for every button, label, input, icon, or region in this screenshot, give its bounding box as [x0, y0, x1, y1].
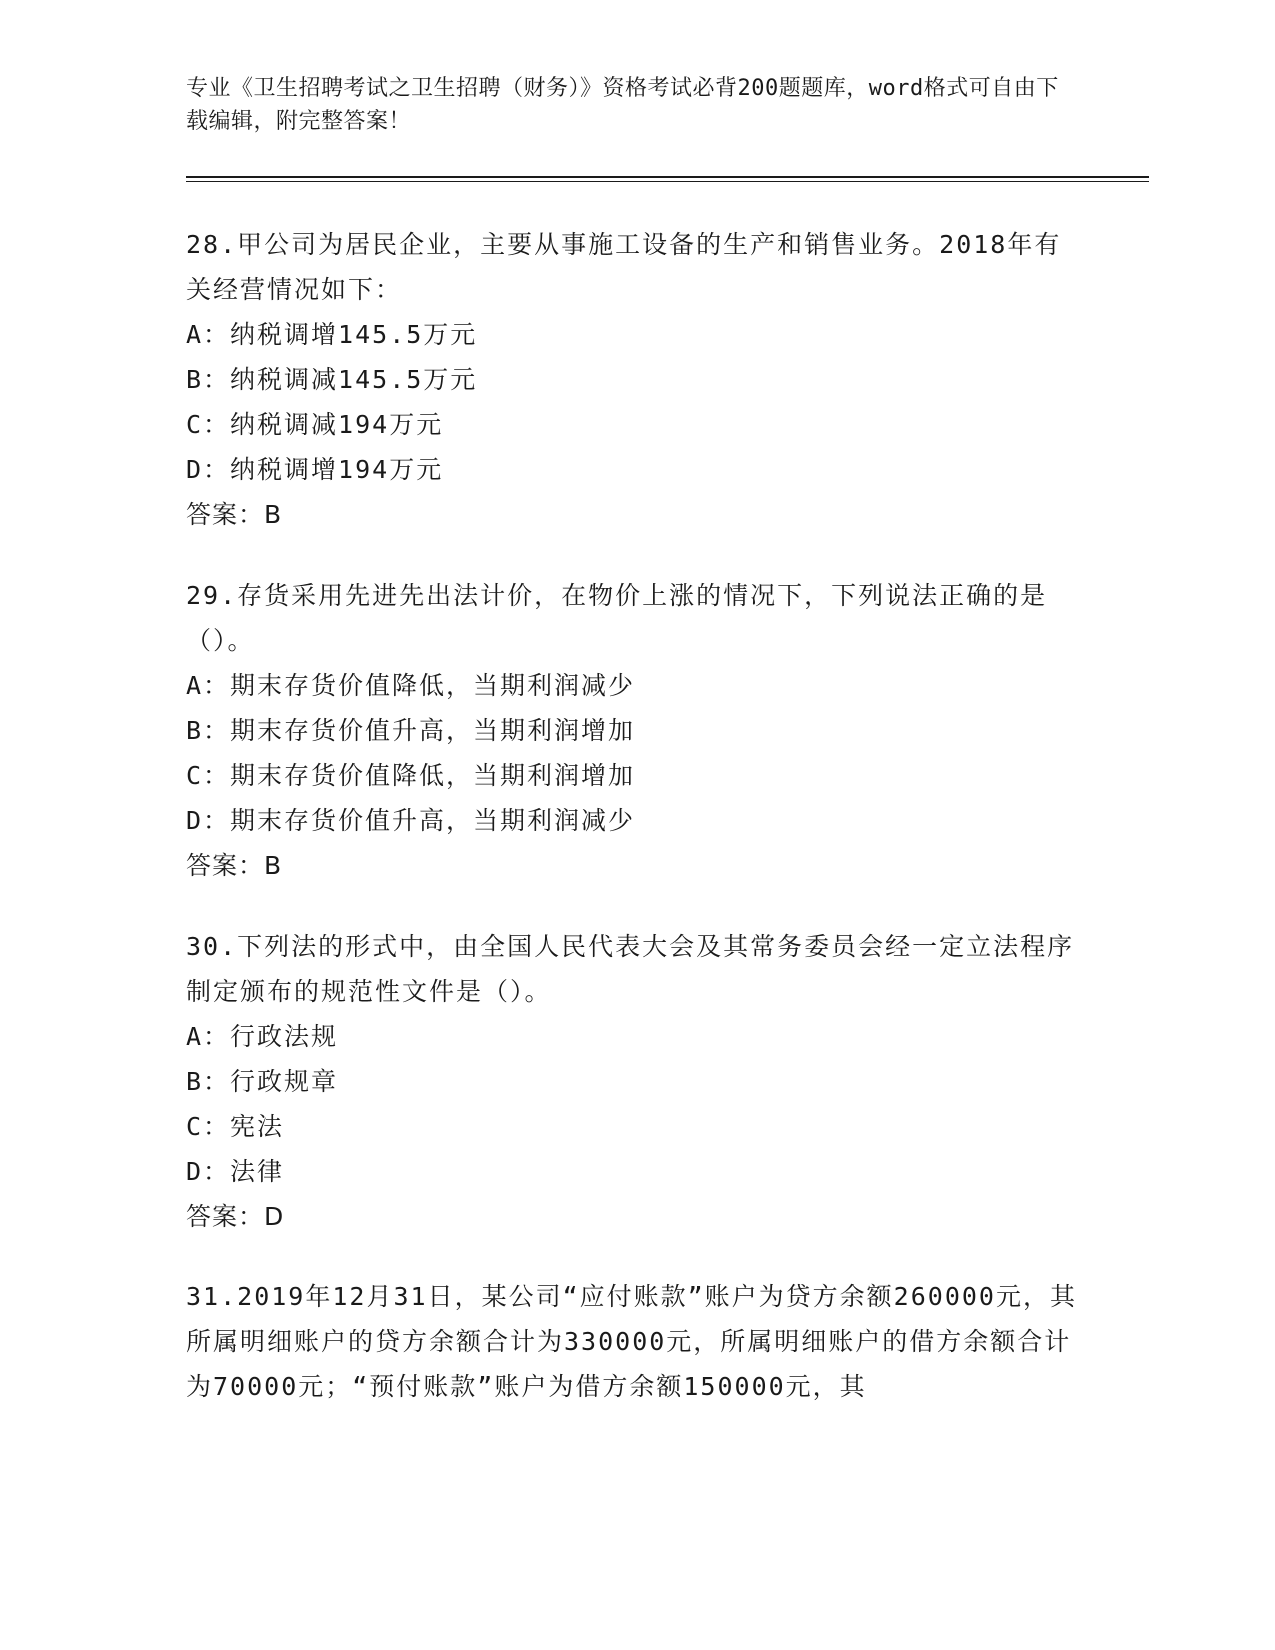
option-c: C：期末存货价值降低，当期利润增加: [186, 761, 636, 790]
question-stem: 29.存货采用先进先出法计价，在物价上涨的情况下，下列说法正确的是（）。: [186, 581, 1048, 655]
answer-value: D: [264, 1202, 285, 1231]
header-text: 专业《卫生招聘考试之卫生招聘（财务）》资格考试必背200题题库，word格式可自由下载编辑，附完整答案！: [186, 76, 1059, 134]
question-stem: 31.2019年12月31日，某公司“应付账款”账户为贷方余额260000元，其所属明细账户的贷方余额合计为330000元，所属明细账户的借方余额合计为70000元；“预付账款”账户为借方余额150000元，其: [186, 1282, 1077, 1401]
option-d: D：纳税调增194万元: [186, 455, 444, 484]
question-stem: 30.下列法的形式中，由全国人民代表大会及其常务委员会经一定立法程序制定颁布的规范性文件是（）。: [186, 932, 1075, 1006]
answer-label: 答案：: [186, 851, 265, 880]
option-c: C：宪法: [186, 1112, 285, 1141]
option-d: D：法律: [186, 1157, 285, 1186]
header-divider-thin: [186, 181, 1149, 182]
answer-label: 答案：: [186, 500, 265, 529]
page-header: [186, 72, 1066, 138]
option-b: B：行政规章: [186, 1067, 339, 1096]
answer-line: [186, 1194, 1086, 1239]
question-29: [186, 573, 1086, 888]
option-a: A：期末存货价值降低，当期利润减少: [186, 671, 636, 700]
header-divider: [186, 176, 1149, 178]
answer-line: [186, 492, 1086, 537]
answer-value: B: [264, 500, 283, 529]
option-c: C：纳税调减194万元: [186, 410, 444, 439]
option-b: B：期末存货价值升高，当期利润增加: [186, 716, 636, 745]
option-a: A：纳税调增145.5万元: [186, 320, 478, 349]
option-b: B：纳税调减145.5万元: [186, 365, 478, 394]
option-d: D：期末存货价值升高，当期利润减少: [186, 806, 636, 835]
answer-label: 答案：: [186, 1202, 265, 1231]
question-stem: 28.甲公司为居民企业，主要从事施工设备的生产和销售业务。2018年有关经营情况如下：: [186, 230, 1062, 304]
answer-line: [186, 843, 1086, 888]
question-31: [186, 1274, 1086, 1409]
answer-value: B: [264, 851, 283, 880]
question-30: [186, 924, 1086, 1239]
question-28: [186, 222, 1086, 537]
option-a: A：行政法规: [186, 1022, 339, 1051]
